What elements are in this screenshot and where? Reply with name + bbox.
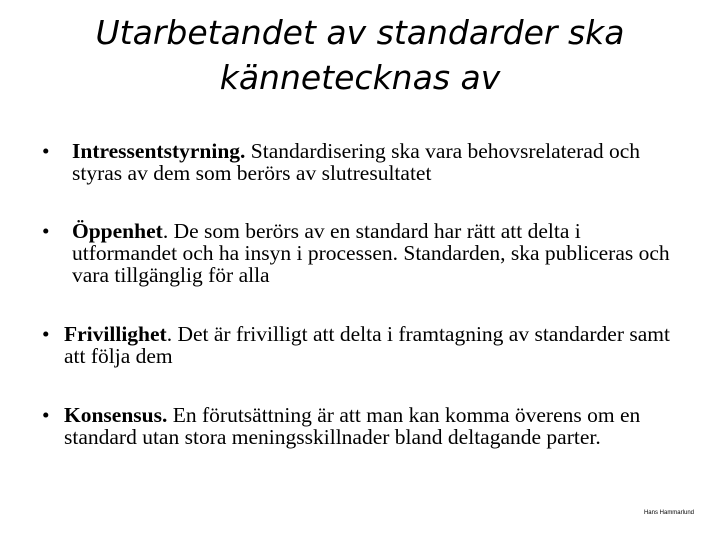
bullet-term: Intressentstyrning. — [72, 139, 246, 163]
bullet-term: Frivillighet — [64, 322, 167, 346]
title-line-2: kännetecknas av — [219, 58, 501, 97]
bullet-dot: • — [42, 403, 50, 427]
footer-credit: Hans Hammarlund — [643, 510, 694, 516]
bullet-oppenhet — [42, 220, 682, 286]
bullet-body: Standardisering ska vara behovsrelaterad och styras av dem som berörs av slutresultatet — [72, 139, 641, 185]
bullet-intressentstyrning — [42, 140, 682, 184]
bullet-dot: • — [42, 219, 50, 243]
bullet-dot: • — [42, 139, 50, 163]
bullet-body: . Det är frivilligt att delta i framtagning av standarder samt att följa dem — [64, 322, 670, 368]
bullet-dot: • — [42, 322, 50, 346]
bullet-body: . De som berörs av en standard har rätt att delta i utformandet och ha insyn i processen. Standarden, ska publiceras och vara tillgänglig för alla — [72, 219, 670, 287]
title-line-1: Utarbetandet av standarder ska — [95, 13, 625, 52]
bullet-frivillighet — [42, 323, 682, 367]
bullet-term: Öppenhet — [72, 219, 163, 243]
slide-title — [40, 10, 680, 100]
bullet-body: En förutsättning är att man kan komma överens om en standard utan stora meningsskillnader bland deltagande parter. — [64, 403, 641, 449]
bullet-konsensus — [42, 404, 682, 448]
bullet-term: Konsensus. — [64, 403, 168, 427]
